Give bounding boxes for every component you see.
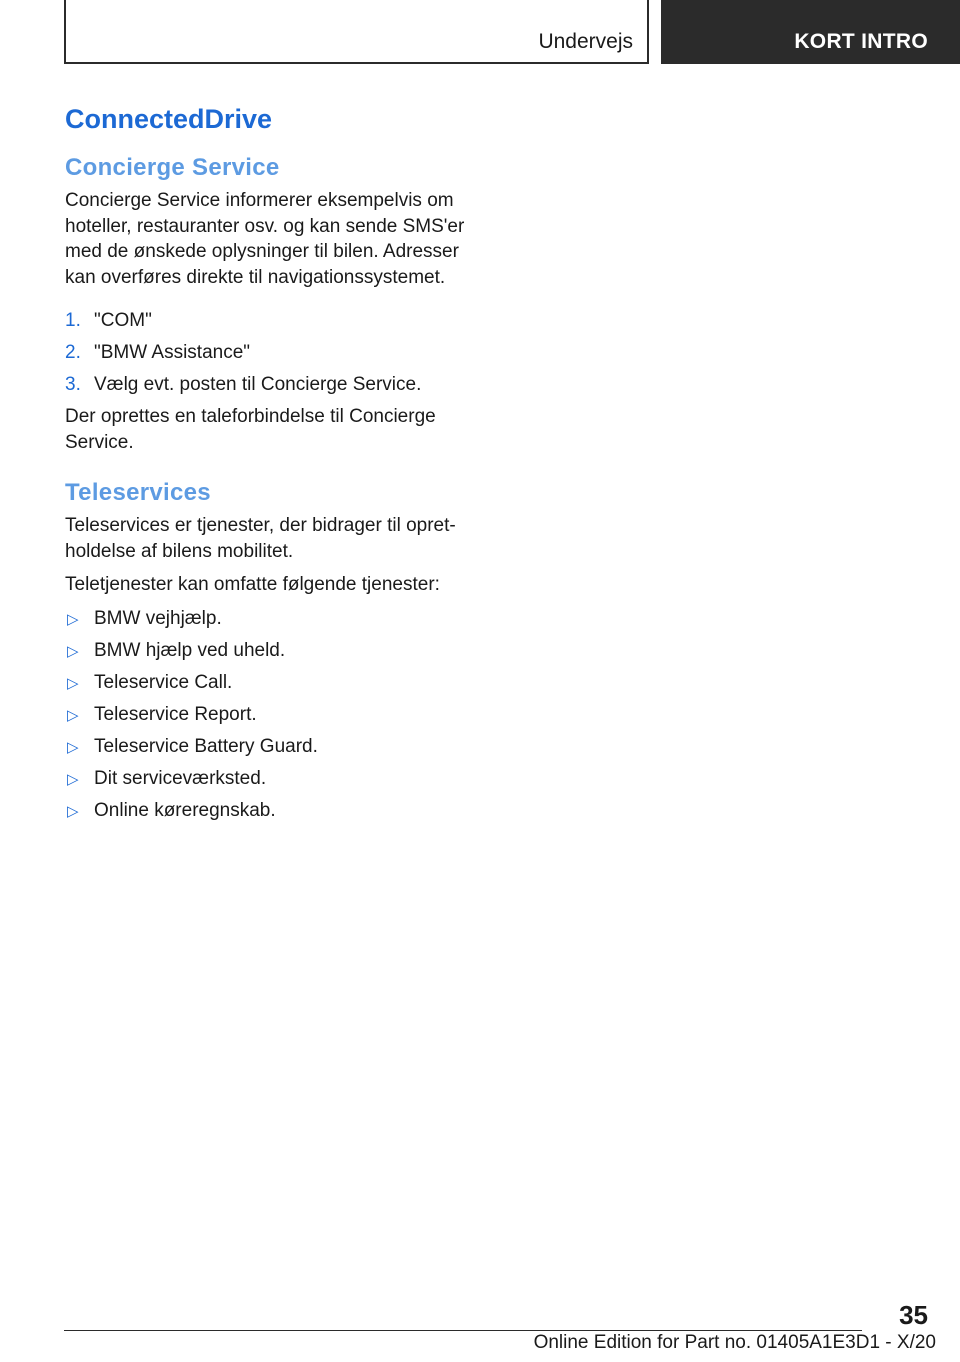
- step-number: 2.: [65, 342, 81, 363]
- list-item-text: Teleservice Battery Guard.: [94, 735, 318, 757]
- concierge-steps: [65, 308, 475, 398]
- teleservices-intro: Teleservices er tjenester, der bidrager til opretholdelse af bilens mobilitet.: [65, 515, 456, 562]
- list-item: [65, 766, 475, 792]
- step-item: [65, 308, 475, 334]
- list-item-text: Teleservice Report.: [94, 703, 257, 725]
- list-item-text: Dit serviceværksted.: [94, 767, 267, 789]
- header-section-label: Undervejs: [538, 30, 633, 53]
- footer-edition: Online Edition for Part no. 01405A1E3D1 - X/20: [533, 1332, 936, 1353]
- list-item: [65, 638, 475, 664]
- triangle-right-icon: ▷: [67, 706, 79, 724]
- list-item-text: Online køreregnskab.: [94, 799, 276, 821]
- triangle-right-icon: ▷: [67, 642, 79, 660]
- triangle-right-icon: ▷: [67, 674, 79, 692]
- list-item: [65, 734, 475, 760]
- step-text: "COM": [94, 310, 152, 331]
- list-item-text: BMW hjælp ved uheld.: [94, 639, 286, 661]
- triangle-right-icon: ▷: [67, 738, 79, 756]
- list-item: [65, 606, 475, 632]
- header-chapter-label: KORT INTRO: [794, 30, 928, 53]
- step-item: [65, 340, 475, 366]
- step-number: 3.: [65, 374, 81, 395]
- header-section-tab: [64, 0, 649, 64]
- triangle-right-icon: ▷: [67, 770, 79, 788]
- page-number: 35: [899, 1300, 928, 1330]
- page-title: ConnectedDrive: [65, 104, 273, 134]
- step-item: [65, 372, 475, 398]
- concierge-heading: Concierge Service: [65, 154, 280, 181]
- teleservices-heading: Teleservices: [65, 479, 211, 506]
- list-item-text: BMW vejhjælp.: [94, 607, 222, 629]
- step-number: 1.: [65, 310, 81, 331]
- triangle-right-icon: ▷: [67, 610, 79, 628]
- step-text: "BMW Assistance": [94, 342, 251, 363]
- step-text: Vælg evt. posten til Concierge Service.: [94, 374, 422, 395]
- list-item: [65, 798, 475, 824]
- triangle-right-icon: ▷: [67, 802, 79, 820]
- page-content: [65, 100, 475, 830]
- concierge-intro: Concierge Service informerer eksempelvis om hoteller, restauranter osv. og kan sende SMS'er med de ønskede oplysninger til bilen. Adresser kan overføres direkte til navigationssystemet.: [65, 190, 465, 288]
- teleservices-list-intro: Teletjenester kan omfatte følgende tjenester:: [65, 574, 440, 595]
- list-item-text: Teleservice Call.: [94, 671, 233, 693]
- list-item: [65, 670, 475, 696]
- header-chapter-tab: [661, 0, 960, 64]
- list-item: [65, 702, 475, 728]
- footer-divider: [64, 1330, 862, 1331]
- concierge-result: Der oprettes en taleforbindelse til Concierge Service.: [65, 406, 436, 453]
- teleservices-list: [65, 606, 475, 824]
